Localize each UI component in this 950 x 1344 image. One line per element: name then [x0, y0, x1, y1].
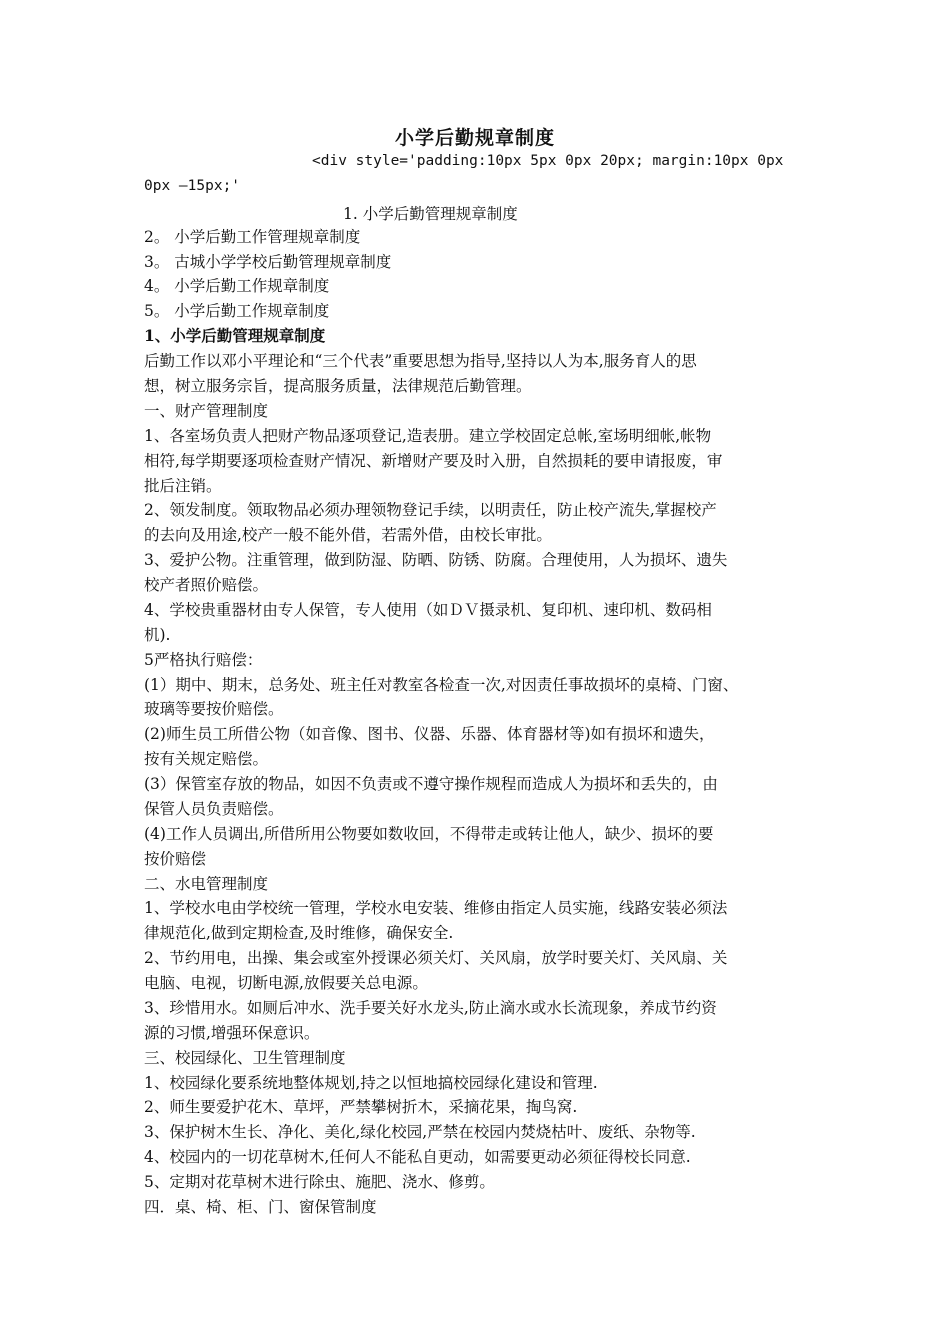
page-title: 小学后勤规章制度: [394, 127, 555, 149]
subsection-heading: 二、水电管理制度: [144, 875, 269, 893]
body-line: 4、学校贵重器材由专人保管，专人使用（如ＤＶ摄录机、复印机、速印机、数码相: [144, 601, 712, 619]
body-line: 3、珍惜用水。如厕后冲水、洗手要关好水龙头,防止滴水或水长流现象，养成节约资: [144, 999, 717, 1017]
body-line: 5严格执行赔偿：: [144, 651, 263, 669]
body-line: 电脑、电视，切断电源,放假要关总电源。: [144, 974, 428, 992]
body-line: 5、定期对花草树木进行除虫、施肥、浇水、修剪。: [144, 1173, 495, 1191]
body-line: 2、节约用电，出操、集会或室外授课必须关灯、关风扇，放学时要关灯、关风扇、关: [144, 949, 728, 967]
body-line: 3、保护树木生长、净化、美化,绿化校园,严禁在校园内焚烧枯叶、废纸、杂物等.: [144, 1123, 696, 1141]
body-line: 3、爱护公物。注重管理，做到防湿、防晒、防锈、防腐。合理使用，人为损坏、遗失: [144, 551, 728, 569]
toc-item-4: 4。 小学后勤工作规章制度: [144, 277, 330, 295]
body-line: (4)工作人员调出,所借所用公物要如数收回，不得带走或转让他人，缺少、损坏的要: [144, 825, 714, 843]
body-line: 想，树立服务宗旨，提高服务质量，法律规范后勤管理。: [144, 377, 532, 395]
body-line: 按有关规定赔偿。: [144, 750, 269, 768]
toc-item-2: 2。 小学后勤工作管理规章制度: [144, 228, 361, 246]
body-line: 按价赔偿: [144, 850, 207, 868]
body-line: (3）保管室存放的物品，如因不负责或不遵守操作规程而造成人为损坏和丢失的，由: [144, 775, 718, 793]
body-line: (1）期中、期末，总务处、班主任对教室各检查一次,对因责任事故损坏的桌椅、门窗、: [144, 676, 739, 694]
subsection-heading: 四．桌、椅、柜、门、窗保管制度: [144, 1198, 377, 1216]
body-line: 1、学校水电由学校统一管理，学校水电安装、维修由指定人员实施，线路安装必须法: [144, 899, 728, 917]
body-line: 机).: [144, 626, 171, 644]
body-line: 玻璃等要按价赔偿。: [144, 700, 284, 718]
body-line: (2)师生员工所借公物（如音像、图书、仪器、乐器、体育器材等)如有损坏和遗失，: [144, 725, 715, 743]
body-line: 2、师生要爱护花木、草坪，严禁攀树折木，采摘花果，掏鸟窝.: [144, 1098, 578, 1116]
body-line: 1、各室场负责人把财产物品逐项登记,造表册。建立学校固定总帐,室场明细帐,帐物: [144, 427, 712, 445]
body-line: 2、领发制度。领取物品必须办理领物登记手续，以明责任，防止校产流失,掌握校产: [144, 501, 717, 519]
toc-item-3: 3。 古城小学学校后勤管理规章制度: [144, 253, 392, 271]
code-line-1: <div style='padding:10px 5px 0px 20px; margin:10px 0px: [312, 153, 784, 169]
body-line: 源的习惯,增强环保意识。: [144, 1024, 320, 1042]
code-line-2: 0px —15px;': [144, 178, 241, 194]
section-heading: 1、小学后勤管理规章制度: [144, 326, 326, 345]
toc-item-1: 1. 小学后勤管理规章制度: [343, 205, 518, 223]
body-line: 相符,每学期要逐项检查财产情况、新增财产要及时入册，自然损耗的要申请报废，审: [144, 452, 723, 470]
toc-item-5: 5。 小学后勤工作规章制度: [144, 302, 330, 320]
body-line: 后勤工作以邓小平理论和“三个代表”重要思想为指导,坚持以人为本,服务育人的思: [144, 352, 697, 370]
body-line: 4、校园内的一切花草树木,任何人不能私自更动，如需要更动必须征得校长同意.: [144, 1148, 691, 1166]
body-line: 批后注销。: [144, 477, 222, 495]
body-line: 的去向及用途,校产一般不能外借，若需外借，由校长审批。: [144, 526, 552, 544]
body-line: 保管人员负责赔偿。: [144, 800, 284, 818]
subsection-heading: 一、财产管理制度: [144, 402, 269, 420]
body-line: 1、校园绿化要系统地整体规划,持之以恒地搞校园绿化建设和管理.: [144, 1074, 598, 1092]
body-line: 律规范化,做到定期检查,及时维修，确保安全.: [144, 924, 454, 942]
subsection-heading: 三、校园绿化、卫生管理制度: [144, 1049, 346, 1067]
body-line: 校产者照价赔偿。: [144, 576, 269, 594]
